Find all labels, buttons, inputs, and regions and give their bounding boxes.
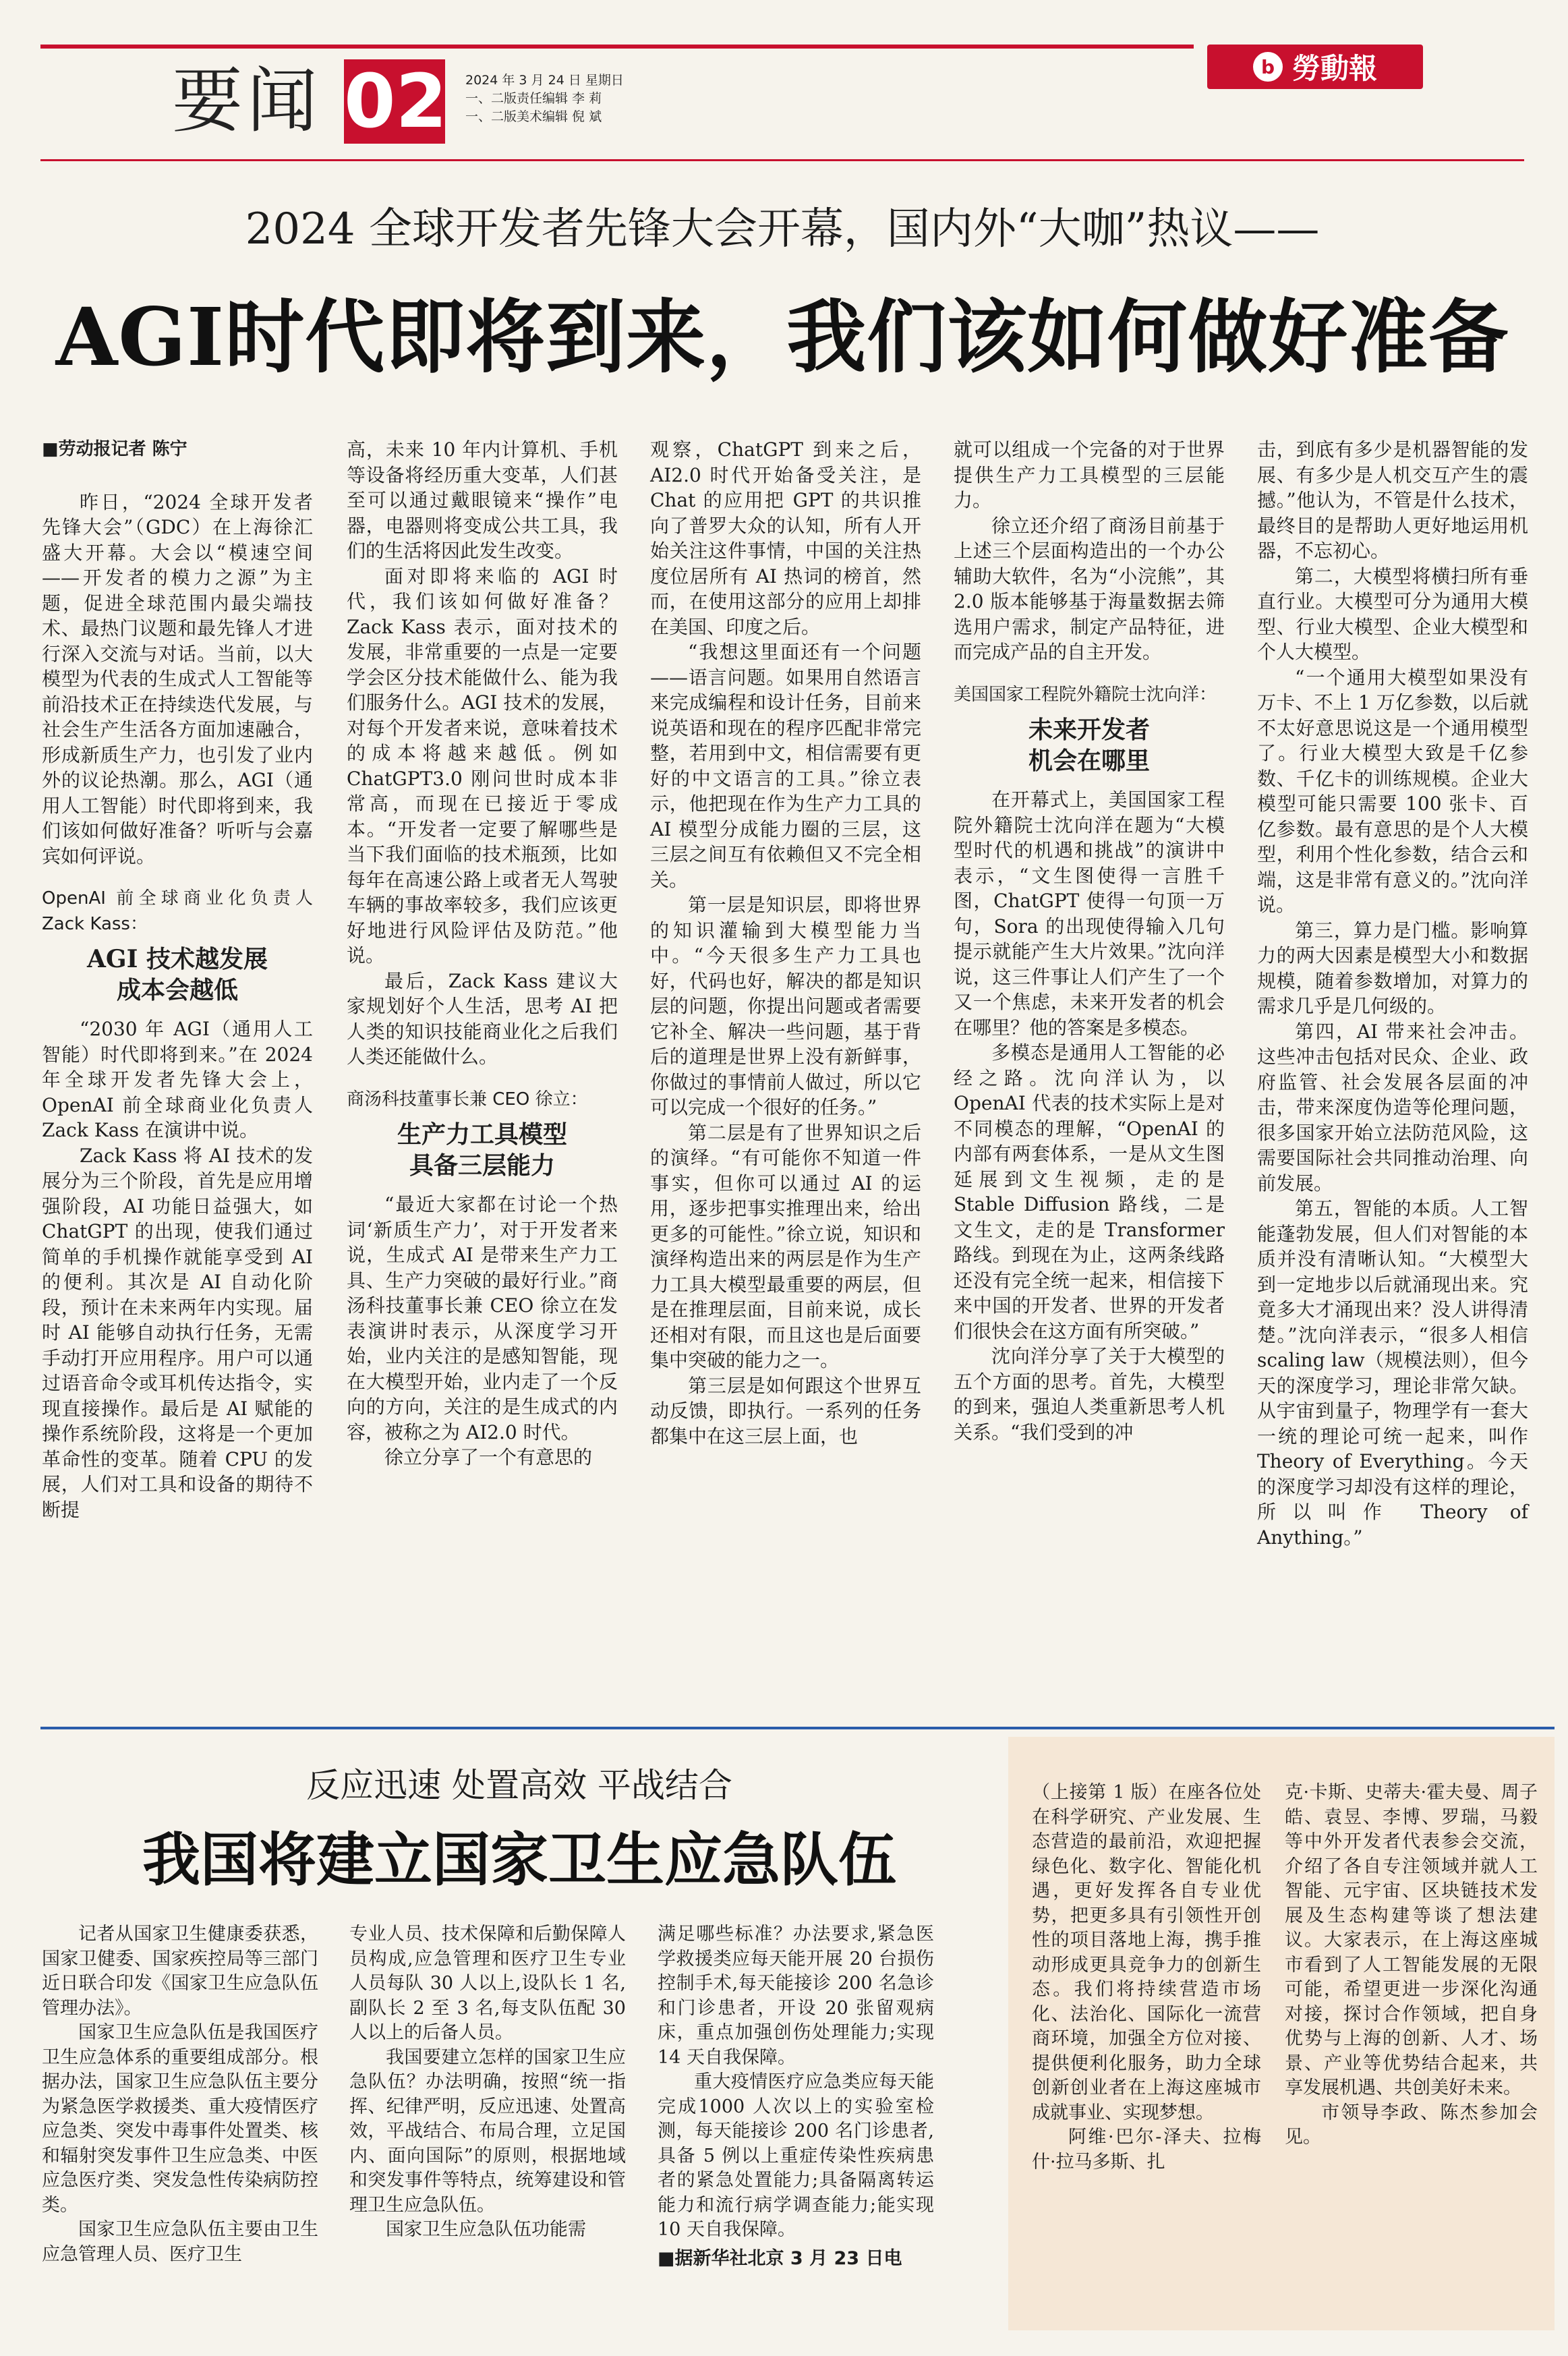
article2-column-2	[349, 1922, 626, 2243]
paragraph: 第四，AI 带来社会冲击。这些冲击包括对民众、企业、政府监管、社会发展各层面的冲击，带来深度伪造等伦理问题，很多国家开始立法防范风险，这需要国际社会共同推动治理、向前发展。	[1257, 1020, 1528, 1195]
issue-date: 2024 年 3 月 24 日 星期日	[465, 73, 624, 88]
paragraph: 国家卫生应急队伍功能需	[386, 2219, 586, 2240]
subheading-line: 生产力工具模型	[397, 1120, 567, 1149]
paragraph: 高，未来 10 年内计算机、手机等设备将经历重大变革，人们甚至可以通过戴眼镜来“操作”电器，电器则将变成公共工具，我们的生活将因此发生改变。	[347, 438, 618, 562]
paragraph: 沈向洋分享了关于大模型的五个方面的思考。首先，大模型的到来，强迫人类重新思考人机关系。“我们受到的冲	[954, 1345, 1225, 1443]
subheading-line: 未来开发者	[1028, 716, 1150, 744]
article1-headline: AGI时代即将到来，我们该如何做好准备	[55, 290, 1509, 384]
article1-kicker: 2024 全球开发者先锋大会开幕，国内外“大咖”热议——	[245, 204, 1320, 254]
paragraph: 第一层是知识层，即将世界的知识灌输到大模型能力当中。“今天很多生产力工具也好，代码也好，解决的都是知识层的问题，你提出问题或者需要它补全、解决一些问题，基于背后的道理是世界上没有新鲜事，你做过的事情前人做过，所以它可以完成一个很好的任务。”	[650, 894, 921, 1118]
article2-headline: 我国将建立国家卫生应急队伍	[142, 1826, 896, 1894]
issue-info	[465, 71, 624, 126]
article1-column-3	[650, 437, 921, 1449]
subheading-line: AGI 技术越发展	[86, 945, 268, 973]
paragraph: 在开幕式上，美国国家工程院外籍院士沈向洋在题为“大模型时代的机遇和挑战”的演讲中表示，“文生图使得一言胜千图，ChatGPT 使得一句顶一万句，Sora 的出现使得输入几句提示就能产生大片效果。”沈向洋说，这三件事让人们产生了一个又一个焦虑，未来开发者的机会在哪里？他的答案是多模态。	[954, 788, 1225, 1039]
logo-mark-icon: b	[1253, 52, 1283, 82]
subheading-line: 具备三层能力	[409, 1151, 555, 1180]
paragraph: “一个通用大模型如果没有万卡、不上 1 万亿参数，以后就不太好意思说这是一个通用模型了。行业大模型大致是千亿参数、千亿卡的训练规模。企业大模型可能只需要 100 张卡、百亿参数。最有意思的是个人大模型，利用个性化参数，结合云和端，这是非常有意义的。”沈向洋说。	[1257, 666, 1528, 916]
speaker-label: 商汤科技董事长兼 CEO 徐立：	[347, 1089, 588, 1110]
dateline: ■据新华社北京 3 月 23 日电	[658, 2247, 902, 2269]
paragraph: 昨日，“2024 全球开发者先锋大会”（GDC）在上海徐汇盛大开幕。大会以“模速空间——开发者的模力之源”为主题，促进全球范围内最尖端技术、最热门议题和最先锋人才进行深入交流与对话。当前，以大模型为代表的生成式人工智能等前沿技术正在持续迭代发展，与社会生产生活各方面加速融合，形成新质生产力，也引发了业内外的议论热潮。那么，AGI（通用人工智能）时代即将到来，我们该如何做好准备？听听与会嘉宾如何评说。	[42, 490, 313, 867]
paragraph: 第三，算力是门槛。影响算力的两大因素是模型大小和数据规模，随着参数增加，对算力的需求几乎是几何级的。	[1257, 919, 1528, 1017]
paragraph: 重大疫情医疗应急类应每天能完成1000 人次以上的实验室检测，每天能接诊 200 名门诊患者,具备 5 例以上重症传染性疾病患者的紧急处置能力;具备隔离转运能力和流行病学调查能力;能实现 10 天自我保障。	[658, 2071, 934, 2240]
article1-column-1	[42, 437, 313, 1522]
page-number: 02	[344, 58, 448, 144]
paragraph: 专业人员、技术保障和后勤保障人员构成,应急管理和医疗卫生专业人员每队 30 人以上,设队长 1 名,副队长 2 至 3 名,每支队伍配 30 人以上的后备人员。	[349, 1924, 626, 2043]
subheading	[954, 714, 1225, 776]
paragraph: 多模态是通用人工智能的必经之路。沈向洋认为，以 OpenAI 代表的技术实际上是对不同模态的理解，“OpenAI 的内部有两套体系，一是从文生图延展到文生视频，走的是 Stable Diffusion 路线，二是文生文，走的是 Transformer 路线。到现在为止，这两条线路还没有完全统一起来，相信接下来中国的开发者、世界的开发者们很快会在这方面有所突破。”	[954, 1041, 1225, 1342]
paragraph: Zack Kass 将 AI 技术的发展分为三个阶段，首先是应用增强阶段，AI 功能日益强大，如 ChatGPT 的出现，使我们通过简单的手机操作就能享受到 AI 的便利。其次是 AI 自动化阶段，预计在未来两年内实现。届时 AI 能够自动执行任务，无需手动打开应用程序。用户可以通过语音命令或耳机传达指令，实现直接操作。最后是 AI 赋能的操作系统阶段，这将是一个更加革命性的变革。随着 CPU 的发展，人们对工具和设备的期待不断提	[42, 1144, 313, 1521]
paragraph: 观察，ChatGPT 到来之后，AI2.0 时代开始备受关注，是 Chat 的应用把 GPT 的共识推向了普罗大众的认知，所有人开始关注这件事情，中国的关注热度位居所有 AI 热词的榜首，然而，在使用这部分的应用上却排在美国、印度之后。	[650, 438, 921, 638]
subheading-line: 成本会越低	[116, 976, 238, 1004]
article1-column-2	[347, 437, 618, 1470]
newspaper-name: 勞動報	[1291, 52, 1377, 85]
speaker-label: 美国国家工程院外籍院士沈向洋：	[954, 684, 1217, 705]
section-title: 要闻	[172, 60, 322, 142]
paragraph: 市领导李政、陈杰参加会见。	[1285, 2102, 1538, 2148]
paragraph: 第二，大模型将横扫所有垂直行业。大模型可分为通用大模型、行业大模型、企业大模型和个人大模型。	[1257, 565, 1528, 663]
paragraph: “2030 年 AGI（通用人工智能）时代即将到来。”在 2024 年全球开发者先锋大会上，OpenAI 前全球商业化负责人 Zack Kass 在演讲中说。	[42, 1018, 313, 1141]
paragraph: 第二层是有了世界知识之后的演绎。“有可能你不知道一件事实，但你可以通过 AI 的运用，逐步把事实推理出来，给出更多的可能性。”徐立说，知识和演绎构造出来的两层是作为生产力工具大模型最重要的两层，但是在推理层面，目前来说，成长还相对有限，而且这也是后面要集中突破的能力之一。	[650, 1121, 921, 1371]
paragraph: “最近大家都在讨论一个热词‘新质生产力’，对于开发者来说，生成式 AI 是带来生产力工具、生产力突破的最好行业。”商汤科技董事长兼 CEO 徐立在发表演讲时表示，从深度学习开始，业内关注的是感知智能，现在大模型开始，业内走了一个反向的方向，关注的是生成式的内容，被称之为 AI2.0 时代。	[347, 1193, 618, 1443]
article2-kicker: 反应迅速 处置高效 平战结合	[306, 1766, 732, 1805]
paragraph: 第五，智能的本质。人工智能蓬勃发展，但人们对智能的本质并没有清晰认知。“大模型大到一定地步以后就涌现出来。究竟多大才涌现出来？没人讲得清楚。”沈向洋表示，“很多人相信 scaling law（规模法则），但今天的深度学习，理论非常欠缺。从宇宙到量子，物理学有一套大一统的理论可统一起来，叫作 Theory of Everything。今天的深度学习却没有这样的理论，所以叫作 Theory of Anything。”	[1257, 1197, 1528, 1549]
article1-column-4	[954, 437, 1225, 1445]
newspaper-logo	[1207, 45, 1423, 89]
masthead-red-rule	[40, 45, 1194, 49]
paragraph: “我想这里面还有一个问题——语言问题。如果用自然语言来完成编程和设计任务，目前来说英语和现在的程序匹配非常完整，若用到中文，相信需要有更好的中文语言的工具。”徐立表示，他把现在作为生产力工具的 AI 模型分成能力圈的三层，这三层之间互有依赖但又不完全相关。	[650, 641, 921, 891]
paragraph: 克·卡斯、史蒂夫·霍夫曼、周子皓、袁昱、李博、罗瑞，马毅等中外开发者代表参会交流，介绍了各自专注领域并就人工智能、元宇宙、区块链技术发展及生态构建等谈了想法建议。大家表示，在上海这座城市看到了人工智能发展的无限可能，希望更进一步深化沟通对接，探讨合作领域，把自身优势与上海的创新、人才、场景、产业等优势结合起来，共享发展机遇、共创美好未来。	[1285, 1782, 1538, 2098]
subheading	[42, 944, 313, 1006]
speaker-label: OpenAI 前全球商业化负责人 Zack Kass：	[42, 888, 313, 934]
paragraph: 满足哪些标准？办法要求,紧急医学救援类应每天能开展 20 台损伤控制手术,每天能接诊 200 名急诊和门诊患者，开设 20 张留观病床，重点加强创伤处理能力;实现 14 天自我保障。	[658, 1924, 934, 2068]
section-divider	[40, 1727, 1555, 1729]
paragraph: 最后，Zack Kass 建议大家规划好个人生活，思考 AI 把人类的知识技能商业化之后我们人类还能做什么。	[347, 969, 618, 1068]
article1-column-5	[1257, 437, 1528, 1550]
paragraph: 面对即将来临的 AGI 时代，我们该如何做好准备？Zack Kass 表示，面对技术的发展，非常重要的一点是一定要学会区分技术能做什么、能为我们服务什么。AGI 技术的发展，对每个开发者来说，意味着技术的成本将越来越低。例如 ChatGPT3.0 刚问世时成本非常高，而现在已接近于零成本。“开发者一定要了解哪些是当下我们面临的技术瓶颈，比如每年在高速公路上或者无人驾驶车辆的事故率较多，我们应该更好地进行风险评估及防范。”他说。	[347, 565, 618, 967]
article2-column-1	[42, 1922, 318, 2267]
byline: ■劳动报记者 陈宁	[42, 439, 187, 459]
paragraph: 记者从国家卫生健康委获悉，国家卫健委、国家疾控局等三部门近日联合印发《国家卫生应急队伍管理办法》。	[42, 1924, 318, 2019]
paragraph: 国家卫生应急队伍主要由卫生应急管理人员、医疗卫生	[42, 2219, 318, 2265]
responsible-editor: 一、二版责任编辑 李 莉	[465, 91, 602, 106]
masthead-bottom-rule	[40, 159, 1524, 161]
sidebar-column-1	[1032, 1781, 1261, 2175]
paragraph: 我国要建立怎样的国家卫生应急队伍？办法明确，按照“统一指挥、纪律严明，反应迅速、处置高效，平战结合、布局合理，立足国内、面向国际”的原则，根据地域和突发事件等特点，统筹建设和管理卫生应急队伍。	[349, 2046, 626, 2216]
paragraph: 徐立还介绍了商汤目前基于上述三个层面构造出的一个办公辅助大软件，名为“小浣熊”，其 2.0 版本能够基于海量数据去筛选用户需求，制定产品特征，进而完成产品的自主开发。	[954, 514, 1225, 663]
paragraph: 就可以组成一个完备的对于世界提供生产力工具模型的三层能力。	[954, 438, 1225, 511]
subheading	[347, 1119, 618, 1181]
paragraph: 阿维·巴尔-泽夫、拉梅什·拉马多斯、扎	[1032, 2127, 1261, 2173]
sidebar-column-2	[1285, 1781, 1538, 2150]
subheading-line: 机会在哪里	[1028, 747, 1150, 775]
paragraph: 击，到底有多少是机器智能的发展、有多少是人机交互产生的震撼。”他认为，不管是什么技术，最终目的是帮助人更好地运用机器，不忘初心。	[1257, 438, 1528, 562]
paragraph: 第三层是如何跟这个世界互动反馈，即执行。一系列的任务都集中在这三层上面，也	[650, 1374, 921, 1447]
paragraph: （上接第 1 版）在座各位处在科学研究、产业发展、生态营造的最前沿，欢迎把握绿色化、数字化、智能化机遇，更好发挥各自专业优势，把更多具有引领性开创性的项目落地上海，携手推动形成更具竞争力的创新生态。我们将持续营造市场化、法治化、国际化一流营商环境，加强全方位对接、提供便利化服务，助力全球创新创业者在上海这座城市成就事业、实现梦想。	[1032, 1782, 1261, 2123]
paragraph: 徐立分享了一个有意思的	[384, 1446, 593, 1468]
article2-column-3	[658, 1922, 934, 2271]
art-editor: 一、二版美术编辑 倪 斌	[465, 109, 602, 124]
paragraph: 国家卫生应急队伍是我国医疗卫生应急体系的重要组成部分。根据办法，国家卫生应急队伍主要分为紧急医学救援类、重大疫情医疗应急类、突发中毒事件处置类、核和辐射突发事件卫生应急类、中医应急医疗类、突发急性传染病防控类。	[42, 2022, 318, 2216]
